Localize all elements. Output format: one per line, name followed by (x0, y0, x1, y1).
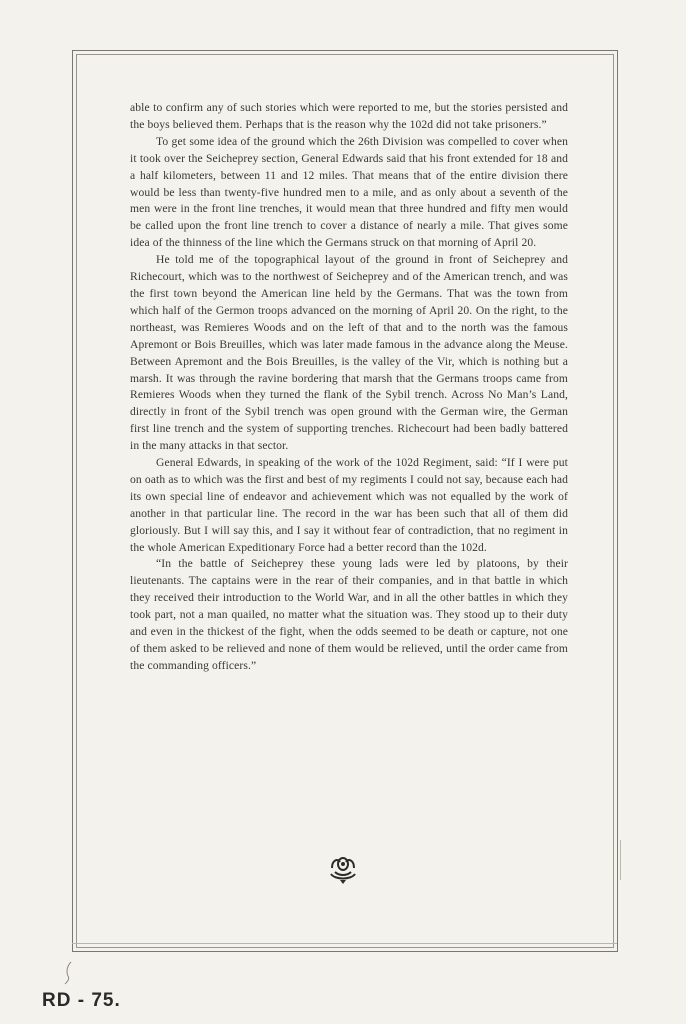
frame-bottom-rule (72, 943, 617, 944)
archive-stamp: RD - 75. (42, 990, 121, 1011)
right-margin-mark (620, 840, 621, 880)
paragraph: To get some idea of the ground which the 26th Division was compelled to cover when it took over the Seicheprey section, General Edwards said that his front extended for 18 and a half kilometers, between 11 and 12 miles. That means that of the entire division there would be less than twenty-five hundred men to a mile, and as only about a seventh of the men were in the front line trenches, it would mean that three hundred and fifty men would be called upon the front line trench to cover a distance of nearly a mile. That gives some idea of the thinness of the line which the Germans struck on that morning of April 20. (130, 134, 568, 250)
paragraph: “In the battle of Seicheprey these young lads were led by platoons, by their lieutenants. The captains were in the rear of their companies, and in that battle in which they received their introduction to the World War, and in all the other battles in which they took part, not a man quailed, no matter what the situation was. They stood up to their duty and even in the thickest of the fight, when the odds seemed to be death or capture, not one of them asked to be relieved and none of them would be relieved, until the order came from the commanding officers.” (130, 557, 568, 672)
document-body (130, 100, 568, 675)
floral-ornament-icon (326, 852, 360, 886)
paragraph: able to confirm any of such stories which were reported to me, but the stories persisted and the boys believed them. Perhaps that is the reason why the 102d did not take prisoners.” (130, 101, 568, 131)
pencil-mark-icon (62, 960, 76, 986)
paragraph: He told me of the topographical layout of the ground in front of Seicheprey and Richecourt, which was to the northwest of Seicheprey and of the American trench, and was the first town beyond the American line held by the Germans. That was the town from which half of the Germon troops advanced on the morning of April 20. On the right, to the northeast, was Remieres Woods and on the left of that and to the north was the famous Apremont or Bois Breuilles, which was later made famous in the advance along the Meuse. Between Apremont and the Bois Breuilles, is the valley of the Vir, which is nothing but a marsh. It was through the ravine bordering that marsh that the Germans troops came from Remieres Woods when they turned the flank of the Sybil trench. Across No Man’s Land, directly in front of the Sybil trench was open ground with the German wire, the German first line trench and the system of supporting trenches. Richecourt had been badly battered in the many attacks in that sector. (130, 253, 568, 453)
paragraph: General Edwards, in speaking of the work of the 102d Regiment, said: “If I were put on oath as to which was the first and best of my regiments I could not say, because each had its own special line of endeavor and achievement which was not equalled by the work of another in that particular line. The record in the war has been such that all of them did gloriously. But I will say this, and I say it without fear of contradiction, that no regiment in the whole American Expeditionary Force had a better record than the 102d. (130, 456, 568, 554)
